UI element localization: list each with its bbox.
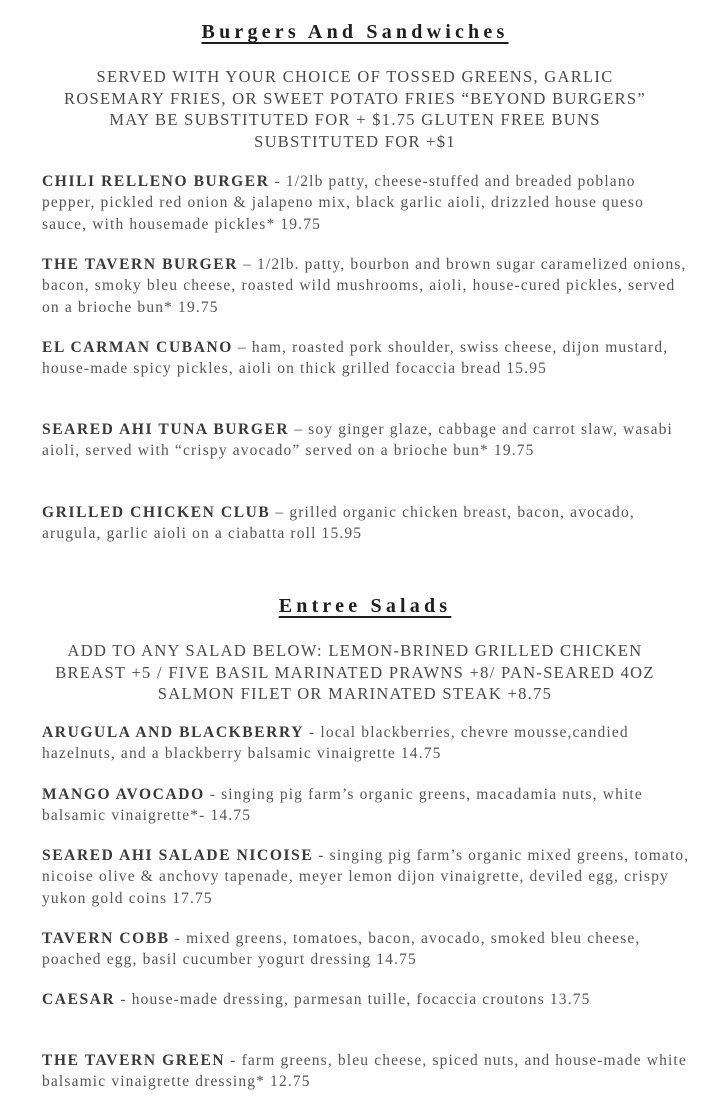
item-name: CHILI RELLENO BURGER (42, 173, 270, 190)
burgers-intro: SERVED WITH YOUR CHOICE OF TOSSED GREENS, GARLIC ROSEMARY FRIES, OR SWEET POTATO FRIES “BEYOND BURGERS” MAY BE SUBSTITUTED FOR + $1.75 GLUTEN FREE BUNS SUBSTITUTED FOR +$1 (64, 67, 646, 151)
item-description: - singing pig farm’s organic mixed greens, tomato, nicoise olive & anchovy tapenade, meyer lemon dijon vinaigrette, deviled egg, crispy yukon gold coins 17.75 (42, 847, 690, 907)
item-name: CAESAR (42, 991, 116, 1008)
item-description: – ham, roasted pork shoulder, swiss cheese, dijon mustard, house-made spicy pickles, aioli on thick grilled focaccia bread 15.95 (42, 339, 669, 378)
menu-item-arugula-and-blackberry (42, 722, 692, 765)
menu-item-tavern-cobb (42, 928, 692, 971)
menu-item-tavern-burger (42, 254, 692, 318)
item-name: SEARED AHI TUNA BURGER (42, 421, 290, 438)
item-name: TAVERN COBB (42, 930, 170, 947)
item-description: - farm greens, bleu cheese, spiced nuts, and house-made white balsamic vinaigrette dressing* 12.75 (42, 1052, 687, 1091)
item-name: THE TAVERN GREEN (42, 1052, 226, 1069)
section-title-burgers (0, 19, 710, 45)
menu-item-seared-ahi-tuna-burger (42, 419, 692, 462)
item-description: – soy ginger glaze, cabbage and carrot slaw, wasabi aioli, served with “crispy avocado” served on a brioche bun* 19.75 (42, 421, 673, 460)
menu-item-grilled-chicken-club (42, 502, 692, 545)
section-title-salads (0, 593, 710, 619)
item-description: - singing pig farm’s organic greens, macadamia nuts, white balsamic vinaigrette*- 14.75 (42, 786, 643, 825)
menu-item-tavern-green (42, 1050, 692, 1093)
item-name: EL CARMAN CUBANO (42, 339, 233, 356)
menu-item-caesar (42, 989, 692, 1010)
item-description: - mixed greens, tomatoes, bacon, avocado, smoked bleu cheese, poached egg, basil cucumber yogurt dressing 14.75 (42, 930, 641, 969)
menu-item-mango-avocado (42, 784, 692, 827)
menu-item-chili-relleno-burger (42, 171, 692, 235)
item-description: – 1/2lb. patty, bourbon and brown sugar caramelized onions, bacon, smoky bleu cheese, roasted wild mushrooms, aioli, house-cured pickles, served on a brioche bun* 19.75 (42, 256, 687, 316)
item-name: GRILLED CHICKEN CLUB (42, 504, 271, 521)
salads-intro: ADD TO ANY SALAD BELOW: LEMON-BRINED GRILLED CHICKEN BREAST +5 / FIVE BASIL MARINATED PRAWNS +8/ PAN-SEARED 4OZ SALMON FILET OR MARINATED STEAK +8.75 (55, 641, 655, 704)
item-name: MANGO AVOCADO (42, 786, 205, 803)
section-title-salads-text: Entree Salads (278, 595, 452, 617)
item-description: - house-made dressing, parmesan tuille, focaccia croutons 13.75 (115, 991, 591, 1008)
item-description: - 1/2lb patty, cheese-stuffed and breaded poblano pepper, pickled red onion & jalapeno mix, black garlic aioli, drizzled house queso sauce, with housemade pickles* 19.75 (42, 173, 645, 233)
section-title-burgers-text: Burgers And Sandwiches (201, 21, 509, 43)
item-name: SEARED AHI SALADE NICOISE (42, 847, 314, 864)
item-name: THE TAVERN BURGER (42, 256, 239, 273)
item-description: – grilled organic chicken breast, bacon, avocado, arugula, garlic aioli on a ciabatta roll 15.95 (42, 504, 635, 543)
menu-item-seared-ahi-salade-nicoise (42, 845, 692, 909)
item-description: - local blackberries, chevre mousse,candied hazelnuts, and a blackberry balsamic vinaigrette 14.75 (42, 724, 629, 763)
item-name: ARUGULA AND BLACKBERRY (42, 724, 305, 741)
menu-item-el-carman-cubano (42, 337, 692, 380)
